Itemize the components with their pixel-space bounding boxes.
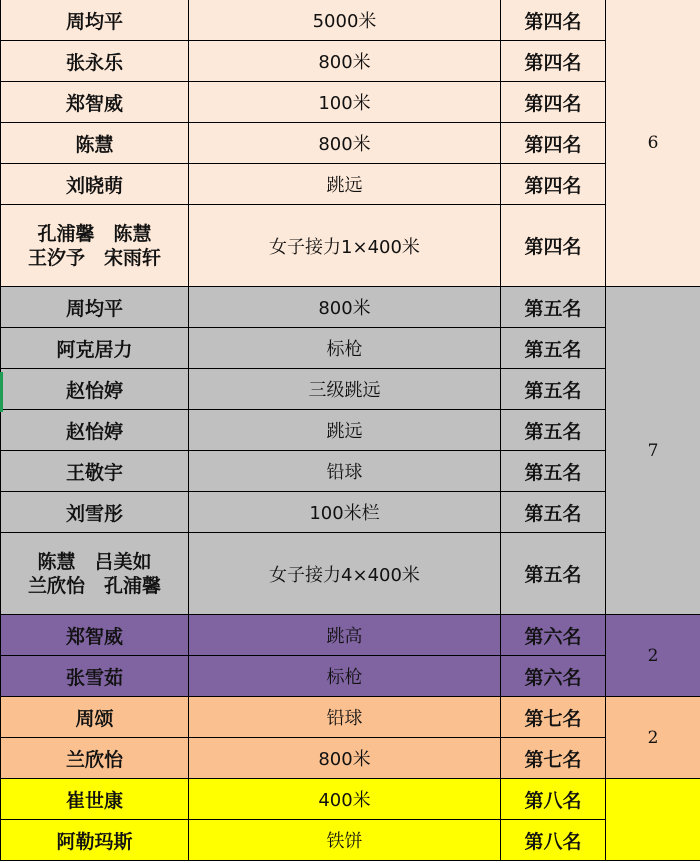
athlete-cell[interactable]: 周均平 [1,0,189,41]
event-cell[interactable]: 三级跳远 [189,369,501,410]
group-count-cell[interactable]: 2 [606,615,700,697]
relay-names-line: 兰欣怡 孔浦馨 [27,574,161,597]
athlete-cell[interactable]: 刘晓萌 [1,164,189,205]
athlete-cell[interactable]: 陈慧 [1,123,189,164]
relay-names-line: 王汐予 宋雨轩 [27,246,161,269]
event-cell[interactable]: 800米 [189,41,501,82]
table-row [1,697,700,738]
table-row [1,615,700,656]
rank-cell[interactable]: 第五名 [501,533,606,615]
relay-team-names [1,550,188,598]
table-row [1,82,700,123]
table-row [1,287,700,328]
group-count-cell[interactable]: 6 [606,0,700,287]
rank-cell[interactable]: 第四名 [501,205,606,287]
event-cell[interactable]: 跳远 [189,410,501,451]
rank-cell[interactable]: 第五名 [501,287,606,328]
relay-names-line: 陈慧 吕美如 [37,550,152,573]
athlete-cell[interactable]: 赵怡婷 [1,410,189,451]
athlete-cell[interactable]: 王敬宇 [1,451,189,492]
athlete-cell[interactable]: 兰欣怡 [1,738,189,779]
athlete-cell[interactable] [1,533,189,615]
relay-team-names [1,222,188,270]
event-cell[interactable]: 100米栏 [189,492,501,533]
rank-cell[interactable]: 第五名 [501,369,606,410]
rank-cell[interactable]: 第五名 [501,328,606,369]
table-row [1,738,700,779]
event-cell[interactable]: 800米 [189,123,501,164]
table-row [1,779,700,820]
cell-marker [0,372,3,412]
rank-cell[interactable]: 第八名 [501,820,606,861]
table-row [1,820,700,861]
athlete-cell[interactable]: 郑智威 [1,82,189,123]
group-count-cell[interactable]: 7 [606,287,700,615]
event-cell[interactable]: 标枪 [189,656,501,697]
event-cell[interactable]: 跳远 [189,164,501,205]
athlete-cell[interactable]: 阿克居力 [1,328,189,369]
rank-cell[interactable]: 第四名 [501,41,606,82]
relay-names-line: 孔浦馨 陈慧 [37,222,152,245]
rank-cell[interactable]: 第五名 [501,410,606,451]
event-cell[interactable]: 女子接力4×400米 [189,533,501,615]
rank-cell[interactable]: 第四名 [501,164,606,205]
rank-cell[interactable]: 第七名 [501,738,606,779]
rank-cell[interactable]: 第五名 [501,492,606,533]
event-cell[interactable]: 5000米 [189,0,501,41]
rank-cell[interactable]: 第八名 [501,779,606,820]
event-cell[interactable]: 100米 [189,82,501,123]
table-row [1,41,700,82]
table-row [1,656,700,697]
table-row [1,451,700,492]
athlete-cell[interactable]: 周均平 [1,287,189,328]
event-cell[interactable]: 标枪 [189,328,501,369]
athlete-cell[interactable] [1,205,189,287]
athlete-cell[interactable]: 周颂 [1,697,189,738]
event-cell[interactable]: 800米 [189,738,501,779]
table-row [1,164,700,205]
event-cell[interactable]: 800米 [189,287,501,328]
table-row [1,533,700,615]
rank-cell[interactable]: 第四名 [501,0,606,41]
athlete-cell[interactable]: 张永乐 [1,41,189,82]
athlete-cell[interactable]: 阿勒玛斯 [1,820,189,861]
table-row [1,369,700,410]
table-row [1,410,700,451]
group-count-cell[interactable]: 2 [606,697,700,779]
rank-cell[interactable]: 第五名 [501,451,606,492]
results-table-body [1,0,700,861]
rank-cell[interactable]: 第六名 [501,615,606,656]
table-row [1,0,700,41]
table-row [1,328,700,369]
event-cell[interactable]: 铅球 [189,451,501,492]
table-row [1,492,700,533]
athlete-cell[interactable]: 刘雪彤 [1,492,189,533]
rank-cell[interactable]: 第六名 [501,656,606,697]
rank-cell[interactable]: 第四名 [501,82,606,123]
athlete-cell[interactable]: 张雪茹 [1,656,189,697]
table-row [1,123,700,164]
rank-cell[interactable]: 第四名 [501,123,606,164]
rank-cell[interactable]: 第七名 [501,697,606,738]
event-cell[interactable]: 女子接力1×400米 [189,205,501,287]
athlete-cell[interactable]: 郑智威 [1,615,189,656]
event-cell[interactable]: 铁饼 [189,820,501,861]
group-count-cell[interactable] [606,779,700,861]
athlete-cell[interactable]: 赵怡婷 [1,369,189,410]
table-row [1,205,700,287]
event-cell[interactable]: 跳高 [189,615,501,656]
event-cell[interactable]: 铅球 [189,697,501,738]
event-cell[interactable]: 400米 [189,779,501,820]
athlete-cell[interactable]: 崔世康 [1,779,189,820]
